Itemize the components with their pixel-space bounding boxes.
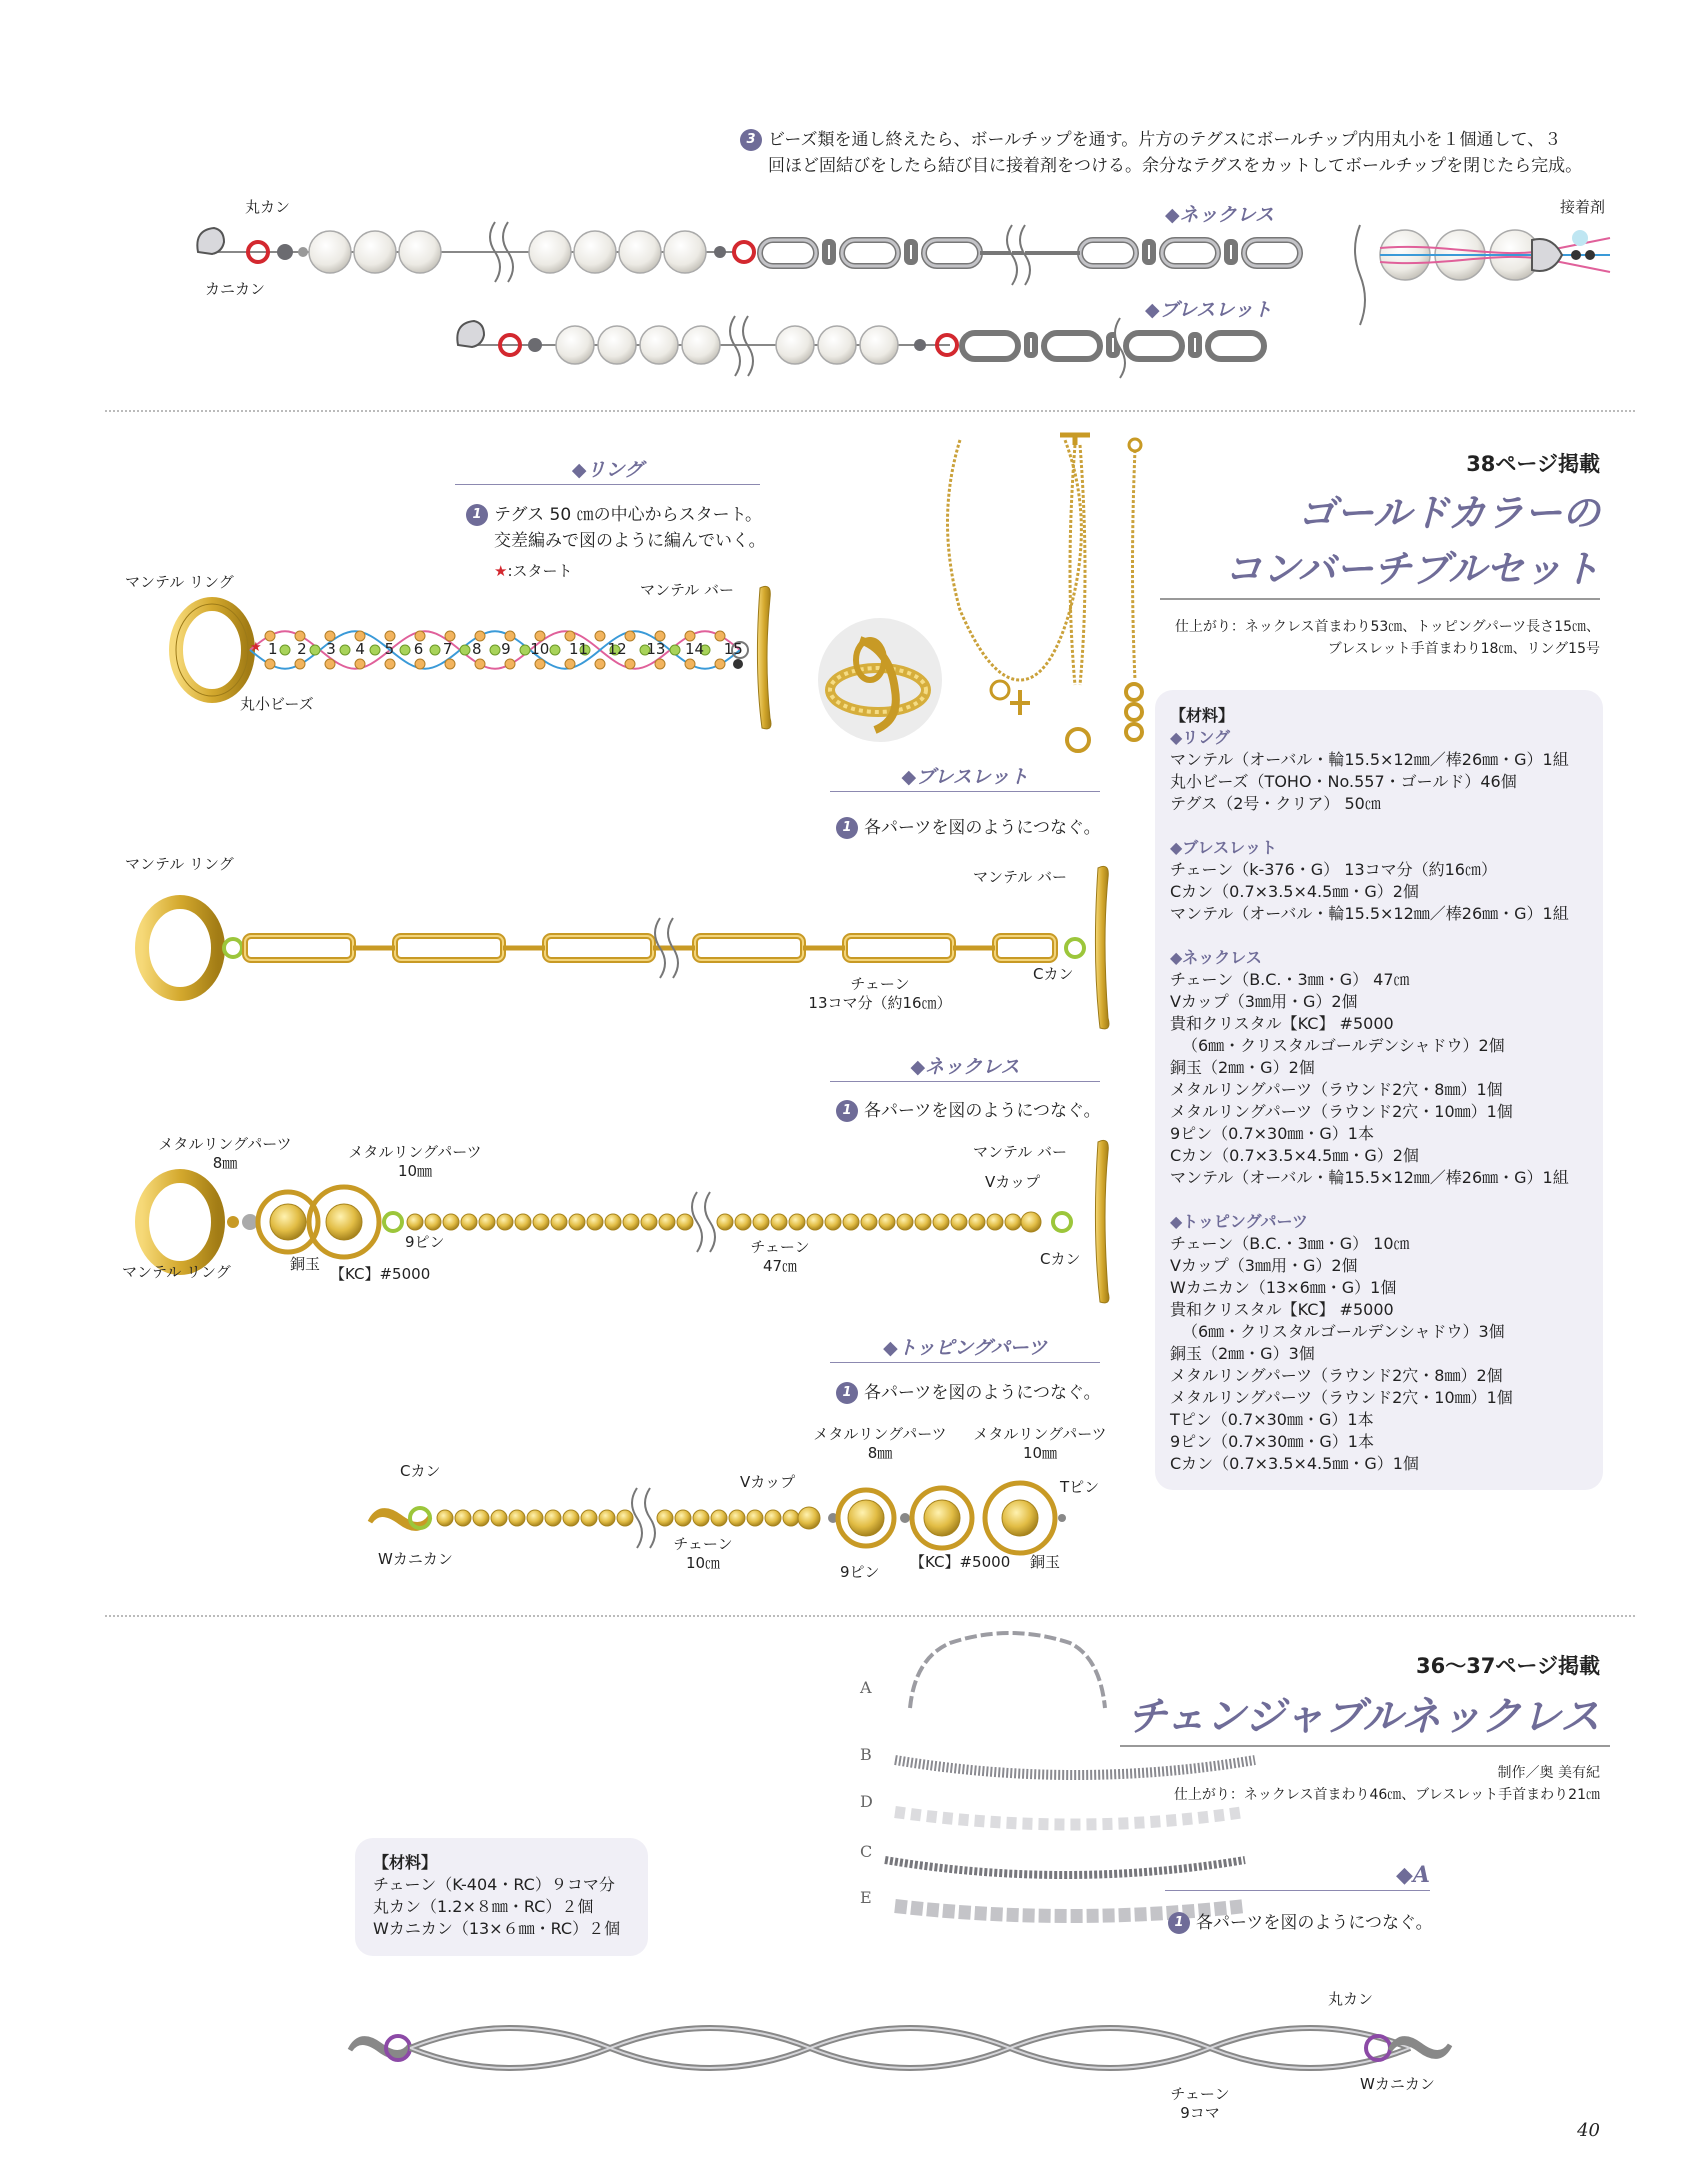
- ring-counts: 1 2 3 4 5 6 7 8 9 10 11 12 13 14 15: [268, 640, 743, 658]
- topping-label-dougyoku: 銅玉: [1030, 1553, 1061, 1571]
- ring-label-mantel-ring: マンテル リング: [125, 573, 234, 591]
- gold-title-line2: コンバーチブルセット: [1224, 546, 1600, 591]
- bracelet-step: 1 各パーツを図のようにつなぐ。: [836, 815, 1101, 841]
- a-label-chain: チェーン 9コマ: [1170, 2085, 1230, 2122]
- heading-topping: ◆トッピングパーツ: [830, 1333, 1100, 1363]
- heading-ring: ◆リング: [455, 455, 760, 485]
- step-number-badge: 3: [740, 129, 762, 151]
- changeable-finish: 仕上がり：ネックレス首まわり46㎝、ブレスレット手首まわり21㎝: [1173, 1787, 1600, 1803]
- lobster-clasp-icon: [197, 228, 224, 254]
- heading-bracelet-top: ◆ブレスレット: [1145, 299, 1273, 321]
- gold-materials-content: 【材料】 ◆リング マンテル（オーバル・輪15.5×12㎜／棒26㎜・G）1組 丸小ビーズ（TOHO・No.557・ゴールド）46個 テグス（2号・クリア） 50㎝ ◆ブレスレット チェーン（k-376・G） 13コマ分（約16㎝） Cカン（0.7×3.5×4.5㎜・G）2個 マンテル（オーバル・輪15.5×12㎜／棒26㎜・G）1組 ◆ネックレス チェーン（B.C.・3㎜・G） 47㎝ Vカップ（3㎜用・G）2個 貴和クリスタル【KC】 #5000 （6㎜・クリスタルゴールデンシャドウ）2個 銅玉（2㎜・G）2個 メタルリングパーツ（ラウンド2穴・8㎜）1個 メタルリングパーツ（ラウンド2穴・10㎜）1個 9ピン（0.7×30㎜・G）1本 Cカン（0.7×3.5×4.5㎜・G）2個 マンテル（オーバル・輪15.5×12㎜／棒26㎜・G）1組 ◆トッピングパーツ チェーン（B.C.・3㎜・G） 10㎝ Vカップ（3㎜用・G）2個 Wカニカン（13×6㎜・G）1個 貴和クリスタル【KC】 #5000 （6㎜・クリスタルゴールデンシャドウ）3個 銅玉（2㎜・G）3個 メタルリングパーツ（ラウンド2穴・8㎜）2個 メタルリングパーツ（ラウンド2穴・10㎜）1個 Tピン（0.7×30㎜・G）1本 9ピン（0.7×30㎜・G）1本 Cカン（0.7×3.5×4.5㎜・G）1個: [1170, 706, 1569, 1473]
- heading-bracelet: ◆ブレスレット: [830, 762, 1100, 792]
- necklace-label-9pin: 9ピン: [405, 1233, 445, 1251]
- start-star-icon: ★: [250, 640, 262, 655]
- changeable-author: 制作／奥 美有紀: [1497, 1765, 1600, 1781]
- divider: [105, 410, 1635, 412]
- bracelet-label-chain: チェーン 13コマ分（約16㎝）: [808, 975, 952, 1012]
- necklace-step: 1 各パーツを図のようにつなぐ。: [836, 1098, 1101, 1124]
- topping-label-kc: 【KC】#5000: [910, 1553, 1011, 1571]
- necklace-label-kc: 【KC】#5000: [330, 1265, 431, 1283]
- step-3-text: 3 ビーズ類を通し終えたら、ボールチップを通す。片方のテグスにボールチップ内用丸小を１個通して、３ 回ほど固結びをしたら結び目に接着剤をつける。余分なテグスをカットしてボールチップを閉じたら完成。: [740, 127, 1620, 179]
- pearl-bracelet-diagram: [457, 316, 1264, 378]
- necklace-label-metal8: メタルリングパーツ 8㎜: [158, 1135, 292, 1172]
- topping-label-vcup: Vカップ: [740, 1473, 796, 1491]
- necklace-label-chain: チェーン 47㎝: [750, 1238, 810, 1275]
- bracelet-diagram: [142, 866, 1109, 1029]
- ring-step: 1 テグス 50 ㎝の中心からスタート。 交差編みで図のように編んでいく。: [466, 502, 766, 554]
- label-glue: 接着剤: [1560, 198, 1606, 216]
- bracelet-label-ckan: Cカン: [1033, 965, 1074, 983]
- section-a-diagram: [350, 2028, 1450, 2068]
- gold-page-ref: 38ページ掲載: [1466, 452, 1600, 476]
- necklace-label-mantel-ring: マンテル リング: [122, 1263, 231, 1281]
- photo-label-e: E: [860, 1888, 872, 1907]
- topping-label-9pin: 9ピン: [840, 1563, 880, 1581]
- glue-detail-diagram: [1355, 225, 1610, 325]
- title-rule: [1160, 598, 1600, 600]
- title-rule: [1120, 1745, 1610, 1747]
- necklace-label-dougyoku: 銅玉: [290, 1255, 321, 1273]
- photo-label-c: C: [860, 1842, 873, 1861]
- gold-title-line1: ゴールドカラーの: [1297, 490, 1600, 535]
- necklace-label-ckan: Cカン: [1040, 1250, 1081, 1268]
- topping-label-chain: チェーン 10㎝: [673, 1535, 733, 1572]
- topping-label-metal8: メタルリングパーツ 8㎜: [813, 1425, 947, 1462]
- bracelet-label-mantel-bar: マンテル バー: [973, 868, 1068, 886]
- gold-materials-box: [1155, 690, 1603, 1490]
- necklace-label-metal10: メタルリングパーツ 10㎜: [348, 1143, 482, 1180]
- topping-label-ckan: Cカン: [400, 1462, 441, 1480]
- changeable-title: チェンジャブルネックレス: [1127, 1693, 1600, 1740]
- heading-necklace-top: ◆ネックレス: [1165, 204, 1275, 226]
- page-number: 40: [1577, 2120, 1600, 2141]
- ring-photo: [818, 618, 942, 742]
- photo-label-b: B: [860, 1745, 872, 1764]
- gold-finish: 仕上がり：ネックレス首まわり53㎝、トッピングパーツ長さ15㎝、 ブレスレット手首まわり18㎝、リング15号: [1174, 619, 1600, 657]
- ring-label-maruko: 丸小ビーズ: [240, 695, 314, 713]
- necklace-label-vcup: Vカップ: [985, 1173, 1041, 1191]
- a-label-wkanikan: Wカニカン: [1360, 2075, 1435, 2093]
- w-clasp-icon: [370, 1511, 430, 1529]
- heading-section-a: ◆A: [1165, 1862, 1430, 1891]
- photo-label-a: A: [860, 1678, 872, 1697]
- changeable-materials-box: 【材料】 チェーン（K-404・RC）９コマ分 丸カン（1.2×８㎜・RC）２個 Wカニカン（13×６㎜・RC）２個: [355, 1838, 648, 1956]
- heading-necklace: ◆ネックレス: [830, 1052, 1100, 1082]
- w-clasp-icon: [350, 2039, 410, 2057]
- topping-step: 1 各パーツを図のようにつなぐ。: [836, 1380, 1101, 1406]
- divider: [105, 1615, 1635, 1617]
- photo-label-d: D: [860, 1792, 873, 1811]
- a-label-marukan: 丸カン: [1328, 1990, 1374, 2008]
- pearl-necklace-diagram: [197, 222, 1300, 285]
- label-kanikan: カニカン: [205, 280, 266, 298]
- lobster-clasp-icon: [457, 321, 484, 347]
- bracelet-label-mantel-ring: マンテル リング: [125, 855, 234, 873]
- start-legend: ★:スタート: [494, 562, 573, 580]
- topping-label-tpin: Tピン: [1060, 1478, 1100, 1496]
- section-a-step: 1 各パーツを図のようにつなぐ。: [1168, 1910, 1433, 1936]
- ring-label-mantel-bar: マンテル バー: [640, 581, 735, 599]
- label-marukan: 丸カン: [245, 198, 291, 216]
- necklace-label-mantel-bar: マンテル バー: [973, 1143, 1068, 1161]
- topping-label-wkanikan: Wカニカン: [378, 1550, 453, 1568]
- topping-label-metal10: メタルリングパーツ 10㎜: [973, 1425, 1107, 1462]
- changeable-page-ref: 36〜37ページ掲載: [1415, 1654, 1600, 1678]
